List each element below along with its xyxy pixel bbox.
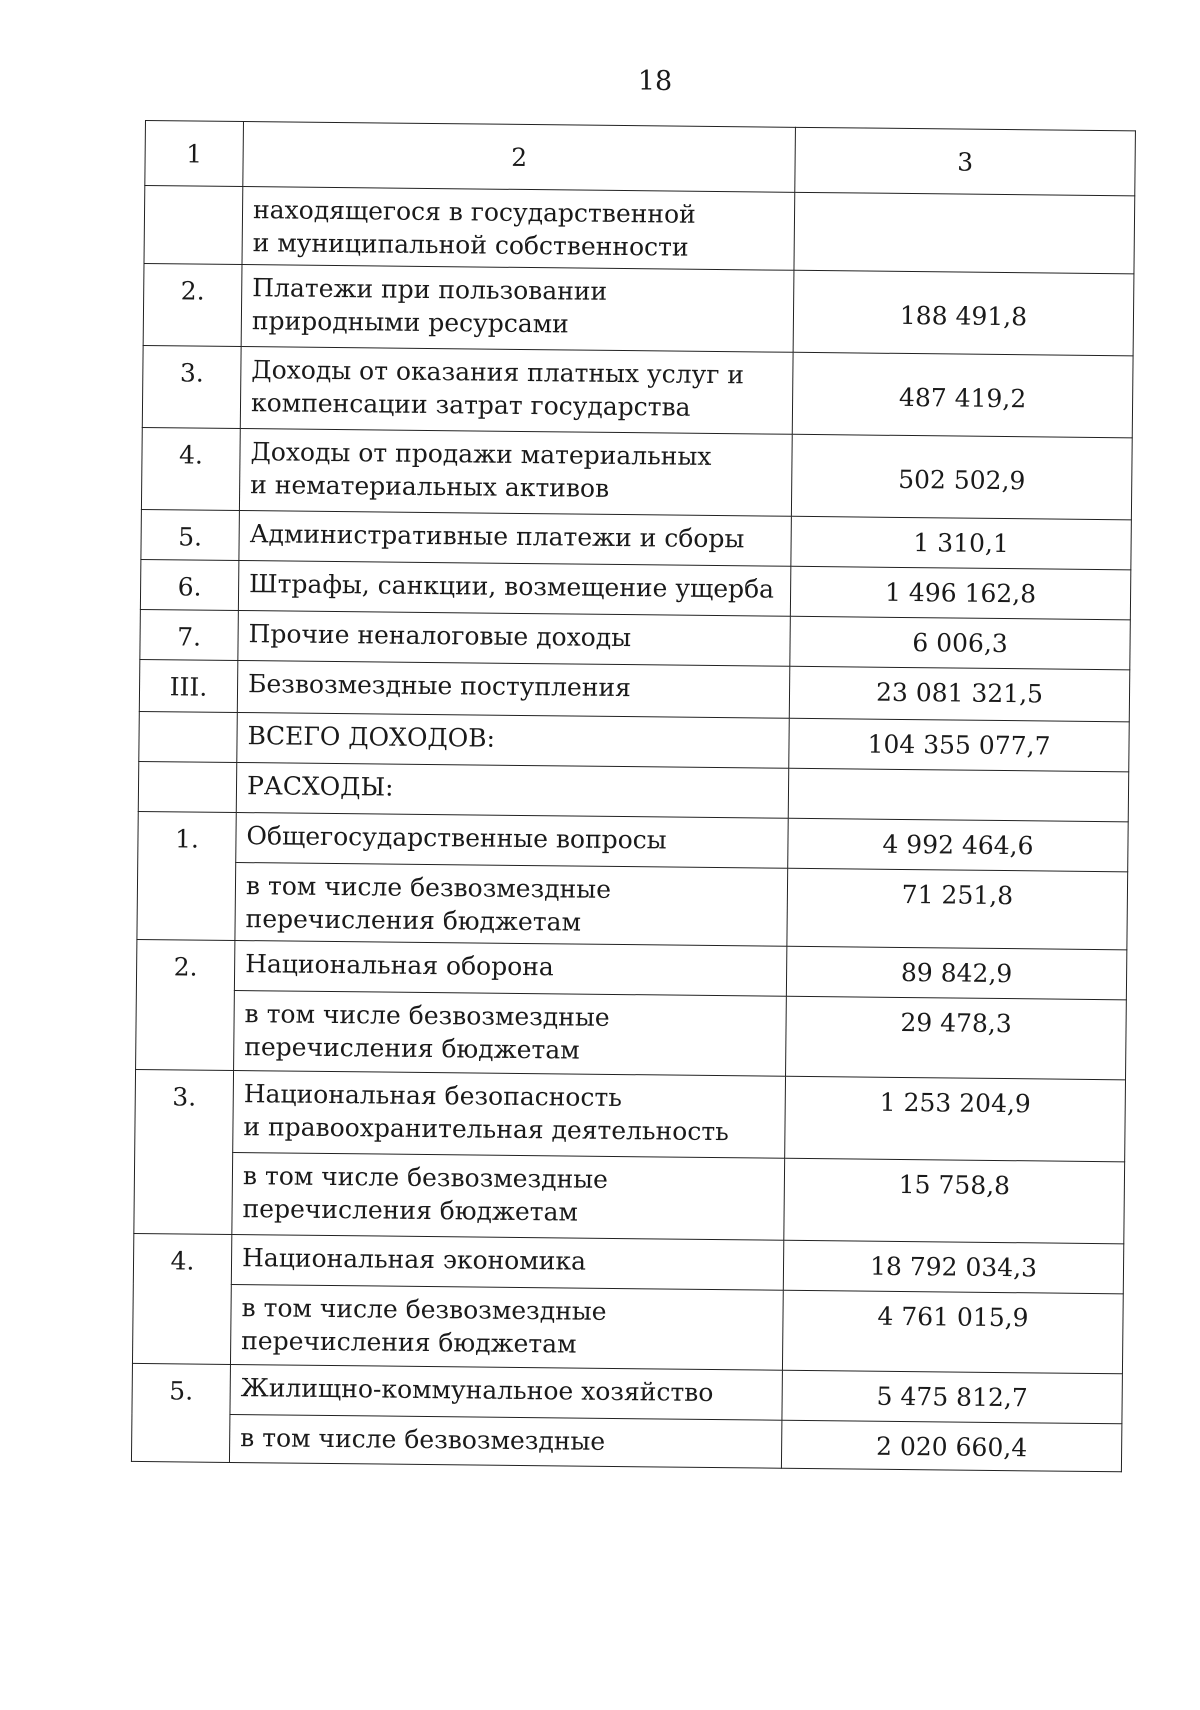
row-value: 1 310,1 <box>791 516 1132 570</box>
expense-number: 5. <box>131 1363 230 1462</box>
expense-sub-value: 71 251,8 <box>787 868 1128 950</box>
row-label: Платежи при пользовании природными ресурсами <box>241 265 794 353</box>
budget-table-wrapper <box>131 120 1135 1472</box>
expense-value: 5 475 812,7 <box>782 1370 1123 1424</box>
header-row <box>145 121 1136 196</box>
row-label: РАСХОДЫ: <box>236 762 788 818</box>
expense-row <box>135 1069 1126 1161</box>
expense-number: 1. <box>137 811 236 940</box>
expense-label: Национальная экономика <box>231 1234 783 1290</box>
row-number: 6. <box>140 559 239 610</box>
row-number: III. <box>139 659 238 712</box>
row-value: 104 355 077,7 <box>789 718 1130 772</box>
row-label: Доходы от оказания платных услуг и компенсации затрат государства <box>240 347 793 435</box>
expense-sub-label: в том числе безвозмездные перечисления бюджетам <box>235 862 788 946</box>
expense-subrow <box>131 1413 1121 1471</box>
expense-value: 18 792 034,3 <box>783 1240 1124 1294</box>
expense-subrow <box>136 989 1127 1079</box>
expense-sub-value: 15 758,8 <box>784 1158 1125 1244</box>
row-value <box>794 192 1135 274</box>
expense-value: 89 842,9 <box>786 946 1127 1000</box>
row-label: находящегося в государственной и муниципальной собственности <box>242 187 795 271</box>
row-value: 23 081 321,5 <box>789 666 1130 722</box>
row-label: Прочие неналоговые доходы <box>238 611 790 667</box>
row-value: 6 006,3 <box>790 616 1131 670</box>
row-number: 5. <box>141 509 240 560</box>
expense-sub-label: в том числе безвозмездные перечисления бюджетам <box>234 990 787 1076</box>
row-label: Штрафы, санкции, возмещение ущерба <box>238 561 790 617</box>
expense-number: 4. <box>132 1233 231 1364</box>
expense-label: Национальная безопасность и правоохранительная деятельность <box>233 1070 786 1158</box>
expense-sub-label: в том числе безвозмездные перечисления бюджетам <box>230 1284 783 1370</box>
expense-number: 3. <box>134 1069 234 1234</box>
row-value: 1 496 162,8 <box>790 566 1131 620</box>
row-label: Административные платежи и сборы <box>239 511 791 567</box>
header-cell-2: 2 <box>243 122 796 193</box>
row-label: Доходы от продажи материальных и нематериальных активов <box>239 429 792 517</box>
row-value: 188 491,8 <box>793 270 1134 356</box>
expense-value: 4 992 464,6 <box>788 818 1129 872</box>
expense-sub-label: в том числе безвозмездные <box>229 1414 781 1468</box>
expense-value: 1 253 204,9 <box>785 1076 1126 1162</box>
row-number: 7. <box>140 609 239 660</box>
page-number: 18 <box>637 66 673 97</box>
row-label: ВСЕГО ДОХОДОВ: <box>237 712 789 768</box>
row-label: Безвозмездные поступления <box>237 661 790 719</box>
expense-sub-value: 29 478,3 <box>786 996 1127 1080</box>
header-cell-3: 3 <box>795 127 1136 196</box>
table-row <box>143 263 1134 355</box>
row-number <box>139 711 238 762</box>
expense-subrow <box>132 1283 1123 1373</box>
expense-sub-value: 2 020 660,4 <box>781 1420 1121 1472</box>
row-value <box>788 768 1129 822</box>
table-row <box>144 186 1135 274</box>
row-number <box>144 186 243 265</box>
expense-subrow <box>134 1151 1125 1243</box>
row-number: 4. <box>141 427 240 510</box>
table-row <box>142 345 1133 437</box>
expense-subrow <box>137 861 1128 949</box>
expense-label: Жилищно-коммунальное хозяйство <box>230 1364 782 1420</box>
expense-sub-value: 4 761 015,9 <box>782 1290 1123 1374</box>
expense-sub-label: в том числе безвозмездные перечисления бюджетам <box>232 1152 785 1240</box>
table-row <box>141 427 1132 519</box>
row-number: 3. <box>142 345 241 428</box>
row-value: 502 502,9 <box>791 434 1132 520</box>
row-number: 2. <box>143 263 242 346</box>
header-cell-1: 1 <box>145 121 244 187</box>
expense-label: Национальная оборона <box>234 940 786 996</box>
expense-number: 2. <box>136 939 235 1070</box>
row-number <box>138 761 237 812</box>
budget-table <box>131 120 1136 1472</box>
row-value: 487 419,2 <box>792 352 1133 438</box>
expense-label: Общегосударственные вопросы <box>236 812 788 868</box>
